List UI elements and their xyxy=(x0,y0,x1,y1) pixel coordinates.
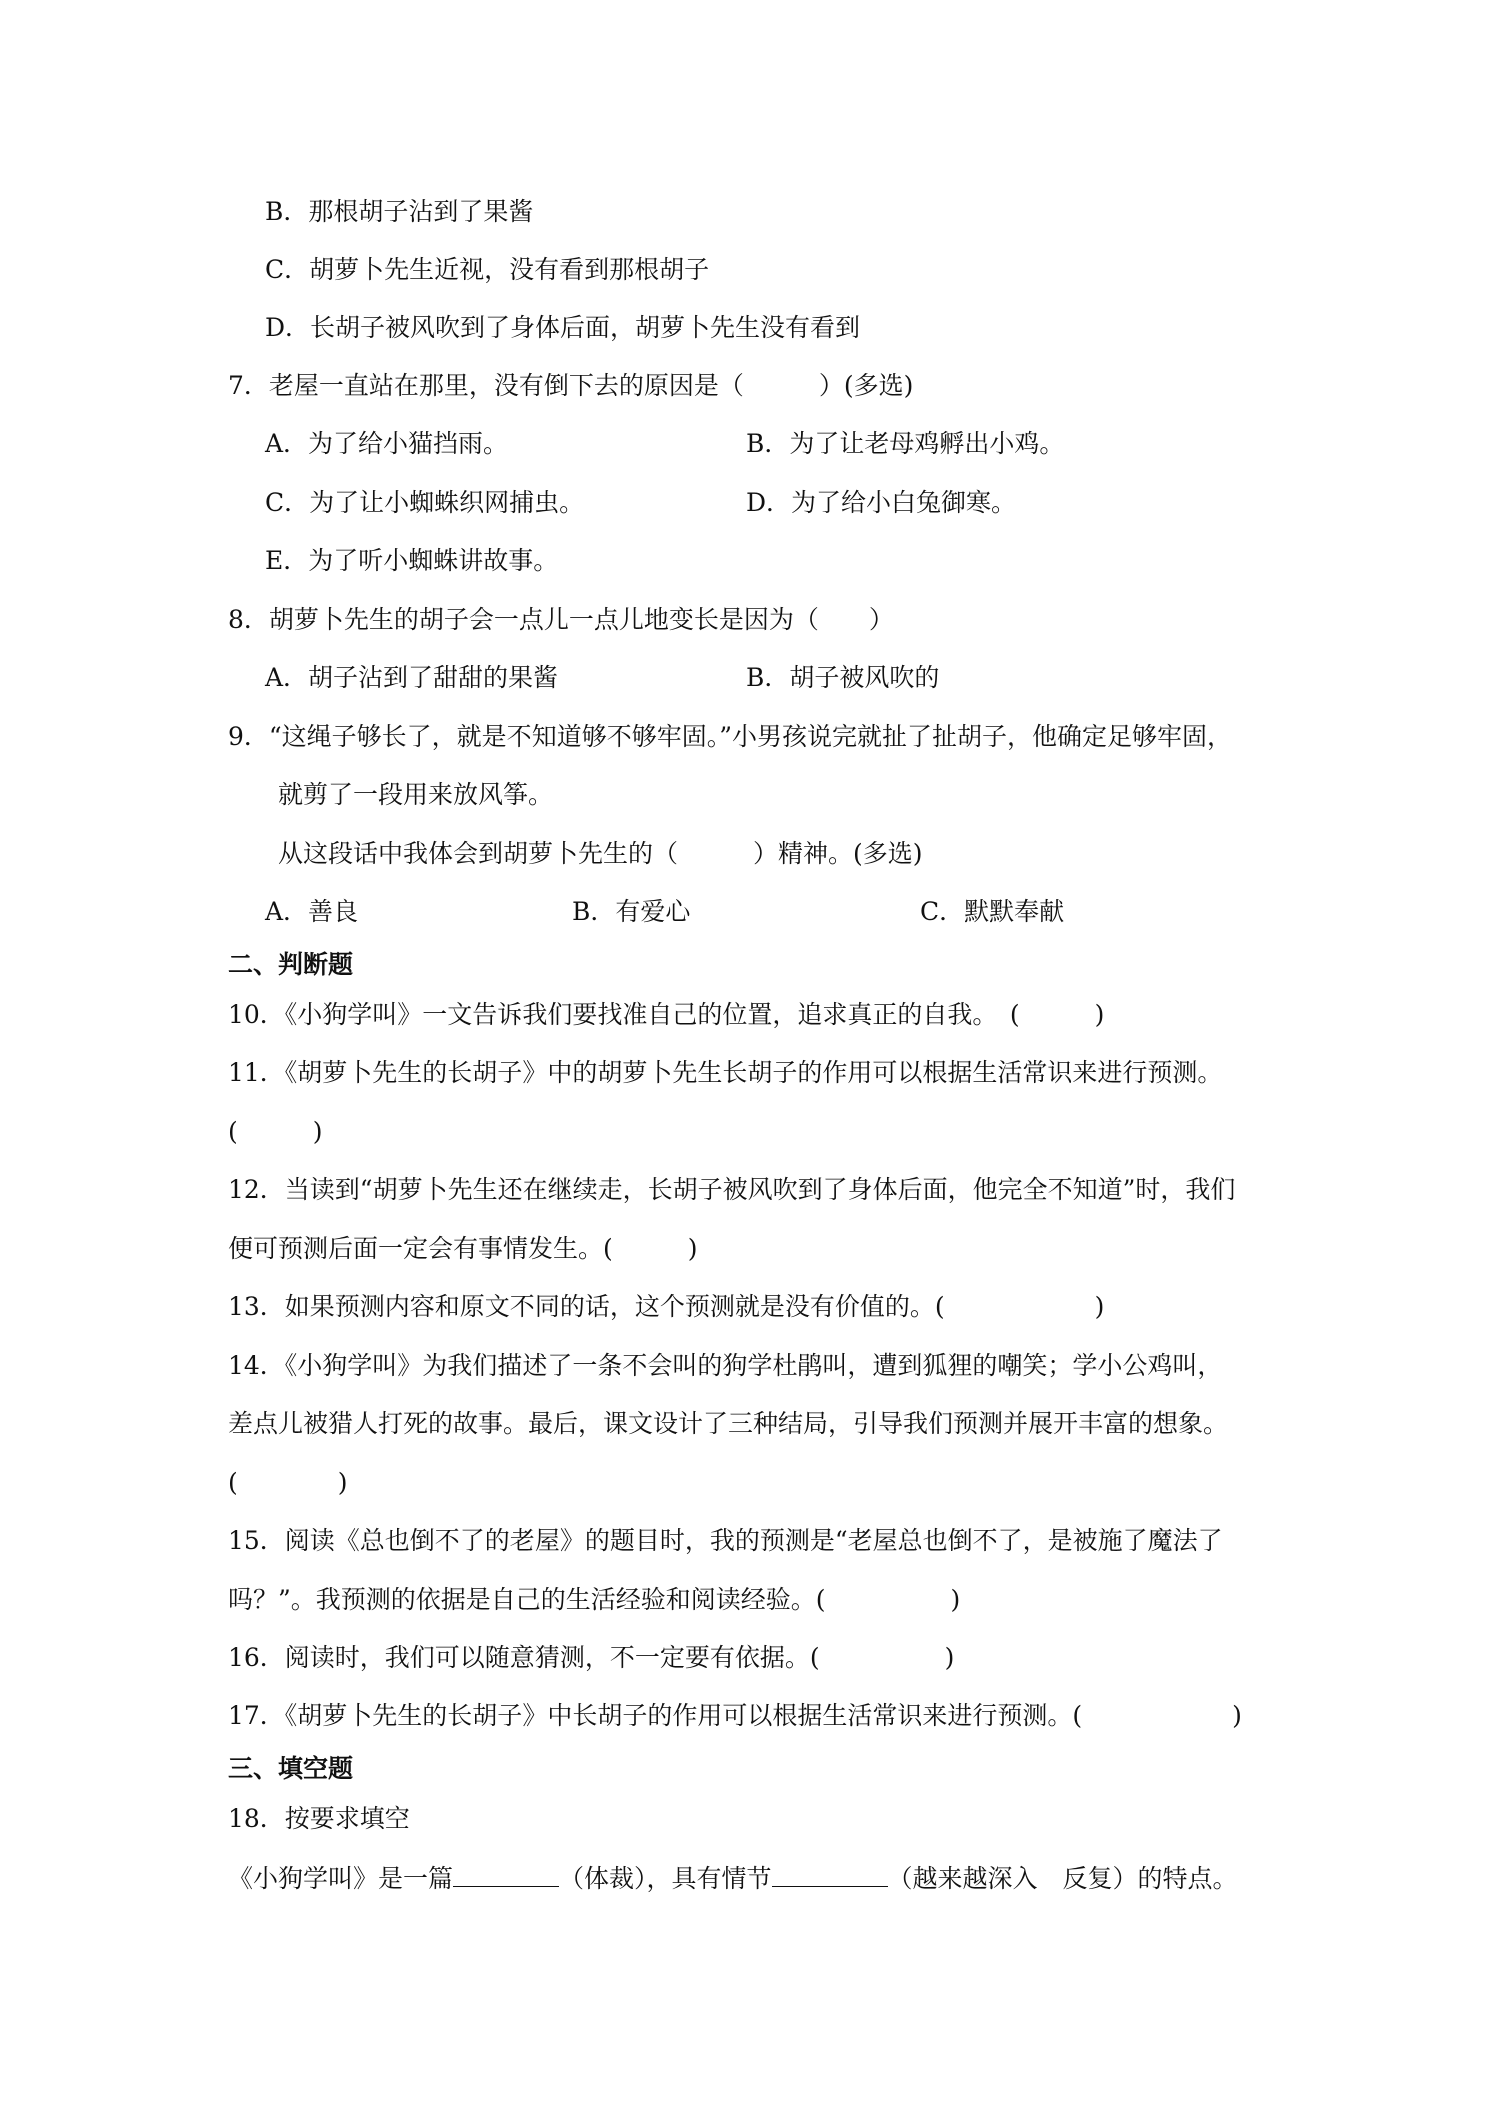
q18-stem: 18．按要求填空 xyxy=(228,1804,410,1833)
q7-option-d: D．为了给小白兔御寒。 xyxy=(746,488,1017,517)
q6-option-c: C．胡萝卜先生近视，没有看到那根胡子 xyxy=(265,255,710,284)
q15-line1: 15．阅读《总也倒不了的老屋》的题目时，我的预测是“老屋总也倒不了，是被施了魔法了 xyxy=(228,1526,1223,1555)
section-title-judgment: 二、判断题 xyxy=(228,950,354,979)
q14-line2: 差点儿被猎人打死的故事。最后，课文设计了三种结局，引导我们预测并展开丰富的想象。 xyxy=(228,1409,1229,1438)
q9-option-a: A．善良 xyxy=(265,897,359,926)
section-title-fill-blank: 三、填空题 xyxy=(228,1754,354,1783)
q6-option-d: D．长胡子被风吹到了身体后面，胡萝卜先生没有看到 xyxy=(265,313,861,342)
q8-option-b: B．胡子被风吹的 xyxy=(746,663,940,692)
q15-line2: 吗？”。我预测的依据是自己的生活经验和阅读经验。( ) xyxy=(228,1585,961,1614)
q9-line2: 就剪了一段用来放风筝。 xyxy=(278,780,554,809)
q11-line2: ( ) xyxy=(228,1117,323,1146)
q18-fill-line xyxy=(228,1862,1238,1895)
q7-option-e: E．为了听小蜘蛛讲故事。 xyxy=(265,546,559,575)
q12-line2: 便可预测后面一定会有事情发生。( ) xyxy=(228,1234,698,1263)
q12-line1: 12．当读到“胡萝卜先生还在继续走，长胡子被风吹到了身体后面，他完全不知道”时，我们 xyxy=(228,1175,1236,1204)
q6-option-b: B．那根胡子沾到了果酱 xyxy=(265,197,534,226)
q9-option-c: C．默默奉献 xyxy=(920,897,1065,926)
q18-blank-genre[interactable] xyxy=(453,1862,559,1887)
q9-line3: 从这段话中我体会到胡萝卜先生的（ ）精神。(多选) xyxy=(278,839,923,868)
q8-stem: 8．胡萝卜先生的胡子会一点儿一点儿地变长是因为（ ） xyxy=(228,605,894,634)
q7-option-c: C．为了让小蜘蛛织网捕虫。 xyxy=(265,488,585,517)
q18-blank-plot[interactable] xyxy=(772,1862,888,1887)
q10: 10．《小狗学叫》一文告诉我们要找准自己的位置，追求真正的自我。 ( ) xyxy=(228,1000,1105,1029)
q14-line3: ( ) xyxy=(228,1468,348,1497)
q17: 17．《胡萝卜先生的长胡子》中长胡子的作用可以根据生活常识来进行预测。( ) xyxy=(228,1701,1242,1730)
q7-stem: 7．老屋一直站在那里，没有倒下去的原因是（ ）(多选) xyxy=(228,371,914,400)
q13: 13．如果预测内容和原文不同的话，这个预测就是没有价值的。( ) xyxy=(228,1292,1105,1321)
q8-option-a: A．胡子沾到了甜甜的果酱 xyxy=(265,663,559,692)
q18-text-part2: （体裁），具有情节 xyxy=(559,1864,772,1893)
q7-option-b: B．为了让老母鸡孵出小鸡。 xyxy=(746,429,1065,458)
q14-line1: 14．《小狗学叫》为我们描述了一条不会叫的狗学杜鹃叫，遭到狐狸的嘲笑；学小公鸡叫， xyxy=(228,1351,1223,1380)
q7-option-a: A．为了给小猫挡雨。 xyxy=(265,429,509,458)
q16: 16．阅读时，我们可以随意猜测，不一定要有依据。( ) xyxy=(228,1643,955,1672)
q18-text-part1: 《小狗学叫》是一篇 xyxy=(228,1864,454,1893)
q18-text-part3: （越来越深入 反复）的特点。 xyxy=(887,1864,1238,1893)
q9-line1: 9．“这绳子够长了，就是不知道够不够牢固。”小男孩说完就扯了扯胡子，他确定足够牢固， xyxy=(228,722,1232,751)
q11-line1: 11．《胡萝卜先生的长胡子》中的胡萝卜先生长胡子的作用可以根据生活常识来进行预测。 xyxy=(228,1058,1223,1087)
q9-option-b: B．有爱心 xyxy=(572,897,691,926)
